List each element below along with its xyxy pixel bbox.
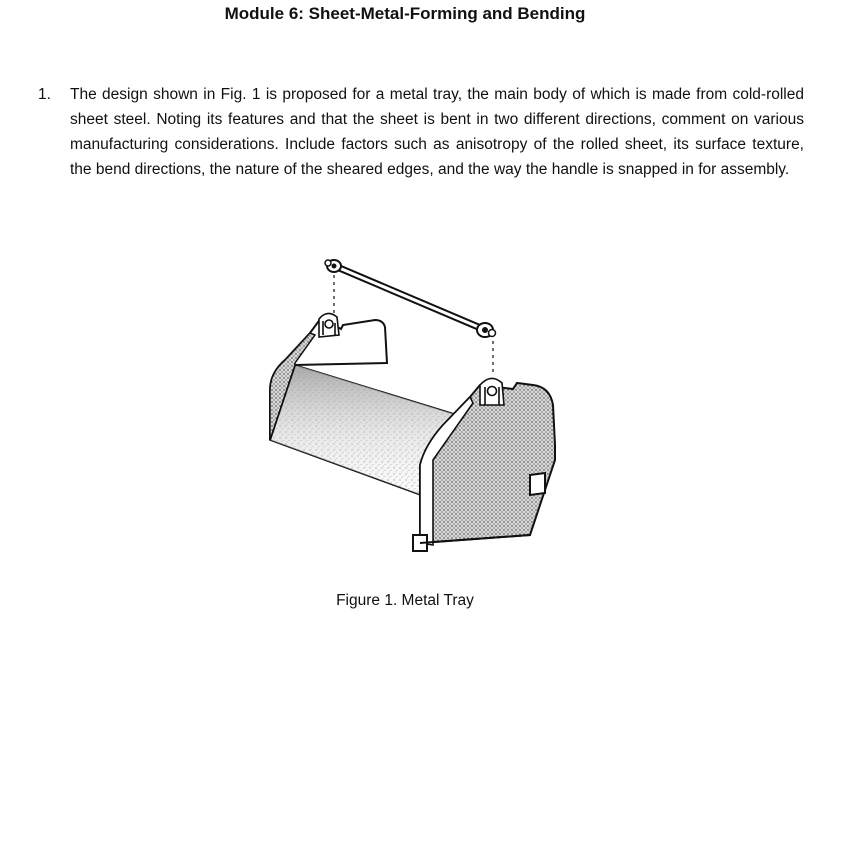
metal-tray-figure	[255, 245, 575, 565]
question-1	[38, 82, 804, 182]
metal-tray-illustration	[255, 245, 575, 565]
figure-caption: Figure 1. Metal Tray	[336, 592, 474, 609]
page-title: Module 6: Sheet-Metal-Forming and Bending	[224, 4, 586, 23]
question-number: 1.	[38, 86, 51, 103]
tray-right-wall	[420, 378, 555, 545]
question-text: The design shown in Fig. 1 is proposed for a metal tray, the main body of which is made from cold-rolled sheet steel. Noting its features and that the sheet is bent in two different directions, comment on various manufacturing considerations. Include factors such as anisotropy of the rolled sheet, its surface texture, the bend directions, the nature of the sheared edges, and the way the handle is snapped in for assembly.	[70, 86, 804, 178]
